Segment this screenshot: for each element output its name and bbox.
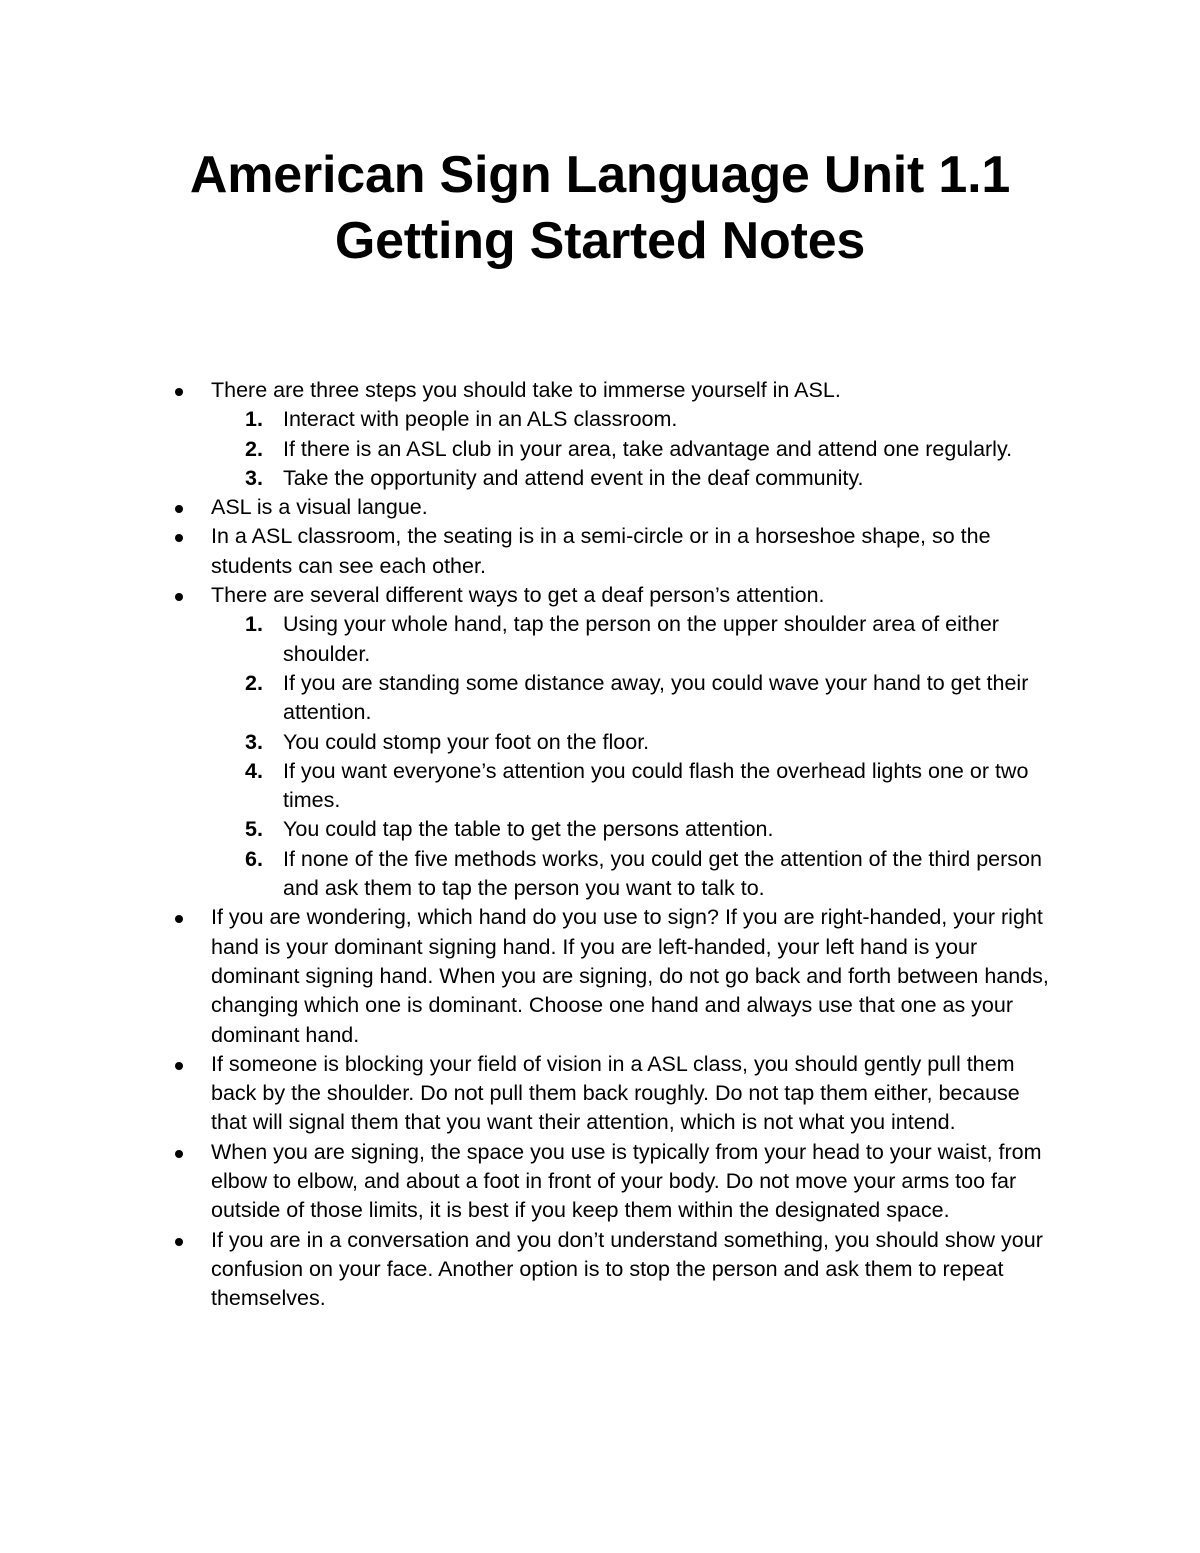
bullet-icon [175,1062,183,1070]
bullet-item [0,493,1061,522]
numbered-item [0,405,1063,434]
bullet-icon [175,505,183,513]
bullet-icon [175,915,183,923]
numbered-item-text: Using your whole hand, tap the person on the upper shoulder area of either shoulder. [283,612,999,666]
numbered-item [0,757,1063,816]
document-title [100,142,1100,274]
bullet-icon [175,534,183,542]
bullet-text: There are several different ways to get a deaf person’s attention. [211,583,825,608]
item-number: 1. [245,407,263,432]
item-number: 3. [245,465,263,490]
bullet-text: When you are signing, the space you use is typically from your head to your waist, from elbow to elbow, and about a foot in front of your body. Do not move your arms too far outside of those limits, it is best if you keep them within the designated space. [211,1139,1042,1223]
title-line-1: American Sign Language Unit 1.1 [189,146,1011,204]
bullet-text: ASL is a visual langue. [211,495,428,520]
bullet-icon [175,388,183,396]
bullet-item [0,1226,1061,1314]
title-line-2: Getting Started Notes [334,212,866,270]
item-number: 1. [245,612,263,637]
numbered-item [0,728,1063,757]
notes-list [0,376,1200,1314]
bullet-text: If you are in a conversation and you don’t understand something, you should show your confusion on your face. Another option is to stop the person and ask them to repeat themselves. [211,1227,1043,1311]
numbered-item-text: If none of the five methods works, you could get the attention of the third person and ask them to tap the person you want to talk to. [283,846,1042,901]
numbered-item [0,464,1063,493]
bullet-text: In a ASL classroom, the seating is in a semi-circle or in a horseshoe shape, so the students can see each other. [211,524,991,578]
numbered-item-text: If there is an ASL club in your area, take advantage and attend one regularly. [283,436,1013,461]
numbered-item-text: You could tap the table to get the persons attention. [283,817,774,842]
item-number: 3. [245,729,263,754]
bullet-item [0,376,1061,493]
bullet-icon [175,1150,183,1158]
numbered-sub-list [211,405,1061,493]
bullet-item [0,1138,1061,1226]
numbered-item [0,610,1063,669]
bullet-item [0,903,1061,1049]
item-number: 2. [245,670,263,695]
item-number: 6. [245,846,263,871]
numbered-item [0,669,1063,728]
bullet-text: If someone is blocking your field of vision in a ASL class, you should gently pull them back by the shoulder. Do not pull them back roughly. Do not tap them either, because that will signal them that you want their attention, which is not what you intend. [211,1051,1020,1135]
bullet-item [0,581,1061,903]
item-number: 4. [245,758,263,783]
item-number: 2. [245,436,263,461]
bullet-icon [175,1238,183,1246]
numbered-item [0,815,1063,844]
numbered-item [0,845,1063,904]
numbered-item [0,435,1063,464]
numbered-item-text: Take the opportunity and attend event in the deaf community. [283,465,864,490]
numbered-item-text: If you want everyone’s attention you could flash the overhead lights one or two times. [283,758,1029,813]
numbered-sub-list [211,610,1061,903]
bullet-item [0,1050,1061,1138]
item-number: 5. [245,817,263,842]
bullet-icon [175,593,183,601]
numbered-item-text: If you are standing some distance away, you could wave your hand to get their attention. [283,670,1029,725]
bullet-item [0,522,1061,581]
bullet-text: There are three steps you should take to immerse yourself in ASL. [211,378,841,402]
bullet-text: If you are wondering, which hand do you use to sign? If you are right-handed, your right hand is your dominant signing hand. If you are left-handed, your left hand is your dominant signing hand. When you are signing, do not go back and forth between hands, changing which one is dominant. Choose one hand and always use that one as your dominant hand. [211,905,1049,1047]
numbered-item-text: Interact with people in an ALS classroom. [283,407,678,432]
numbered-item-text: You could stomp your foot on the floor. [283,729,650,754]
